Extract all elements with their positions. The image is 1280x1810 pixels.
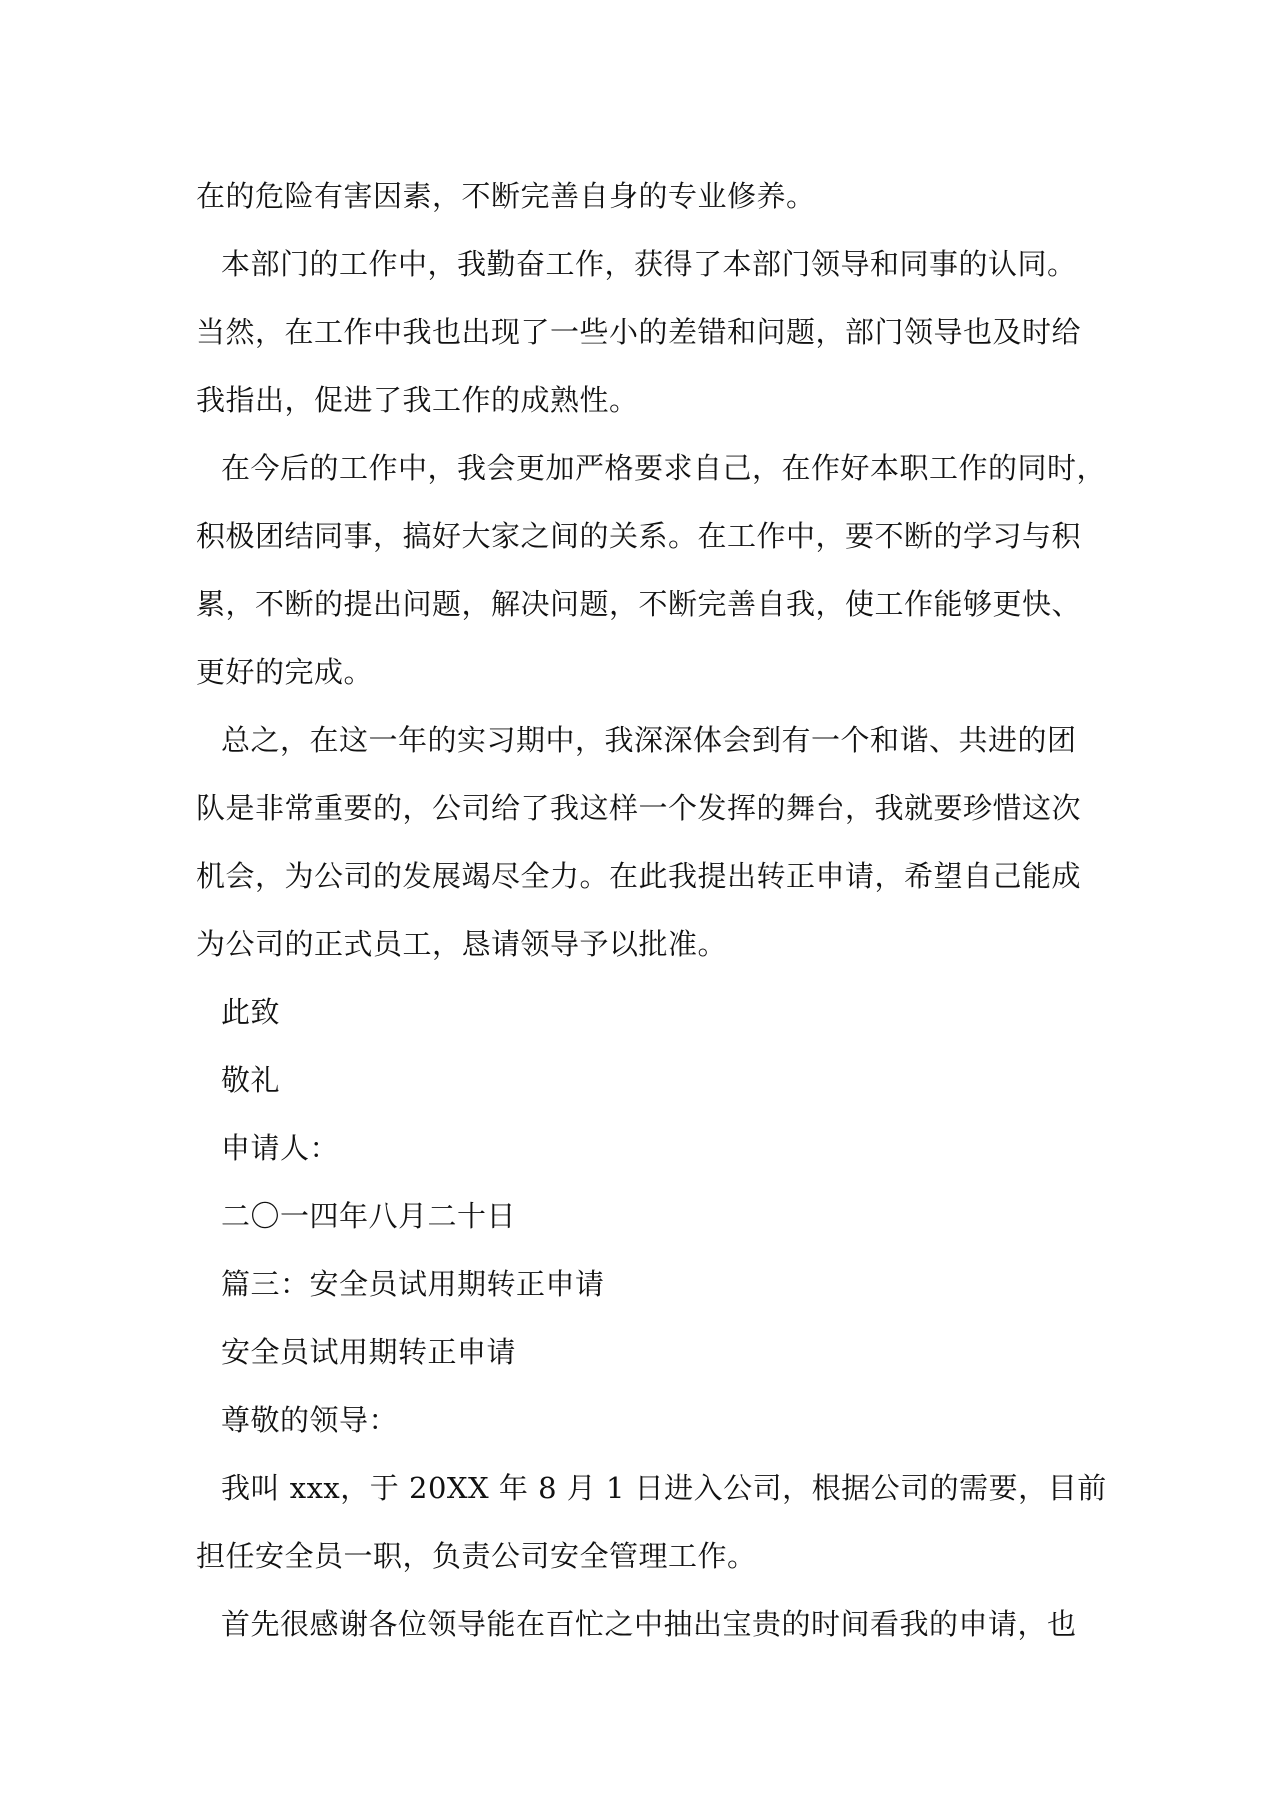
text-line: 队是非常重要的，公司给了我这样一个发挥的舞台，我就要珍惜这次	[196, 791, 1082, 825]
date-line: 二〇一四年八月二十日	[221, 1199, 517, 1233]
text-line: 更好的完成。	[196, 655, 374, 689]
document-body	[196, 162, 1107, 1658]
letter-title: 安全员试用期转正申请	[221, 1335, 517, 1369]
text-line: 为公司的正式员工，恳请领导予以批准。	[196, 927, 728, 961]
text-line: 在的危险有害因素，不断完善自身的专业修养。	[196, 179, 816, 213]
section-heading: 篇三：安全员试用期转正申请	[221, 1267, 605, 1301]
text-line: 首先很感谢各位领导能在百忙之中抽出宝贵的时间看我的申请，也	[221, 1607, 1077, 1641]
letter-greeting: 尊敬的领导：	[221, 1403, 399, 1437]
text-line: 在今后的工作中，我会更加严格要求自己，在作好本职工作的同时，	[221, 451, 1107, 485]
text-line: 积极团结同事，搞好大家之间的关系。在工作中，要不断的学习与积	[196, 519, 1082, 553]
closing-regards: 敬礼	[221, 1063, 281, 1097]
text-line: 本部门的工作中，我勤奋工作，获得了本部门领导和同事的认同。	[221, 247, 1077, 281]
applicant-label: 申请人：	[221, 1131, 340, 1165]
text-line: 我指出，促进了我工作的成熟性。	[196, 383, 639, 417]
text-line: 当然，在工作中我也出现了一些小的差错和问题，部门领导也及时给	[196, 315, 1082, 349]
text-line: 担任安全员一职，负责公司安全管理工作。	[196, 1539, 757, 1573]
text-line: 累，不断的提出问题，解决问题，不断完善自我，使工作能够更快、	[196, 587, 1082, 621]
text-line: 机会，为公司的发展竭尽全力。在此我提出转正申请，希望自己能成	[196, 859, 1082, 893]
text-line: 总之，在这一年的实习期中，我深深体会到有一个和谐、共进的团	[221, 723, 1077, 757]
text-line: 我叫 xxx，于 20XX 年 8 月 1 日进入公司，根据公司的需要，目前	[221, 1471, 1107, 1505]
closing-salutation: 此致	[221, 995, 281, 1029]
